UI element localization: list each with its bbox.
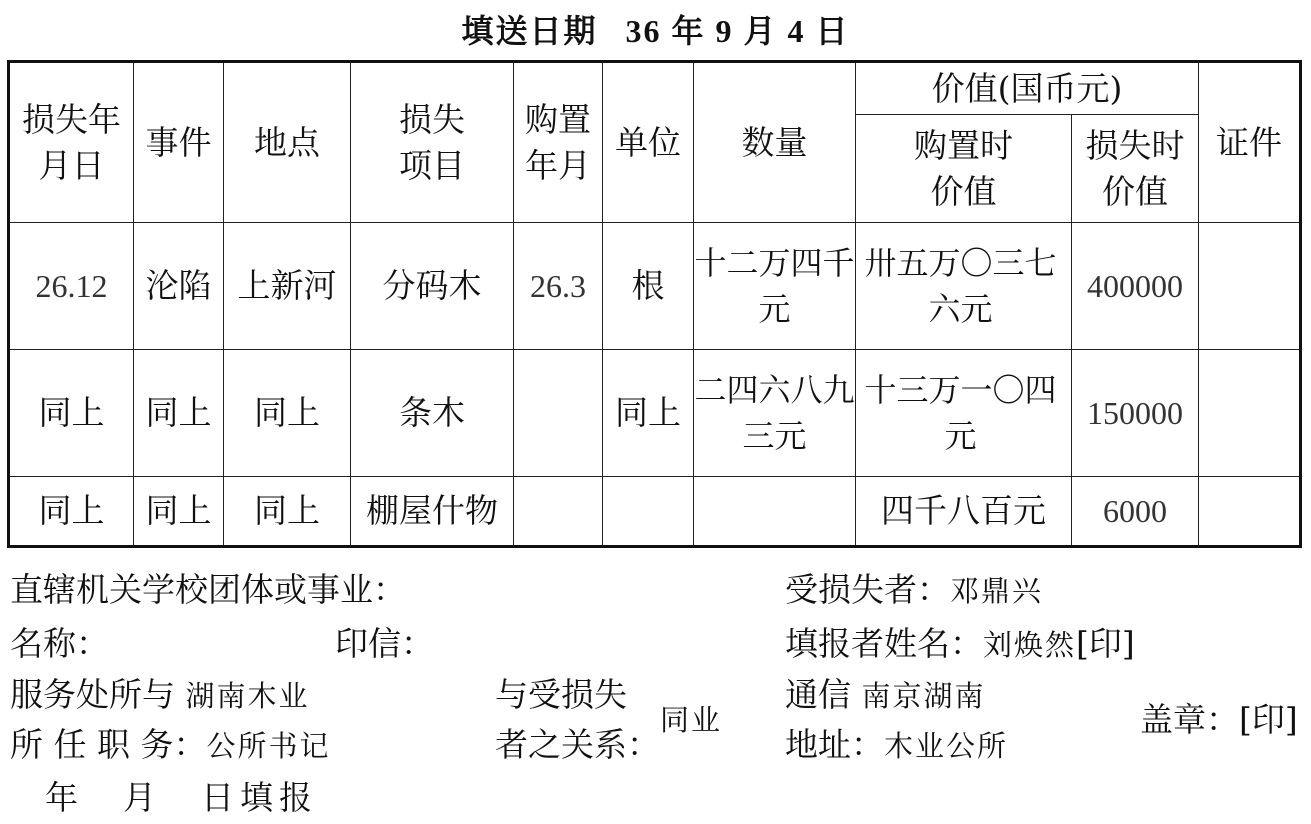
seal-label: 印信： (335, 624, 434, 663)
office-line-2 (10, 725, 331, 766)
header-value-group: 价值(国币元) (856, 62, 1199, 115)
cell-quantity (694, 477, 856, 547)
org-label: 直辖机关学校团体或事业： (10, 570, 406, 609)
address-line-1 (785, 675, 986, 716)
cell-quantity: 十二万四千元 (694, 223, 856, 350)
header-purchase-date: 购置年月 (514, 62, 603, 223)
table-row (9, 477, 1301, 547)
header-event: 事件 (134, 62, 224, 223)
address-label-2: 地址： (785, 725, 884, 764)
office-label-2: 所 任 职 务： (10, 725, 207, 764)
office-value-2: 公所书记 (206, 729, 331, 763)
cell-value-at-purchase: 十三万一〇四元 (856, 350, 1072, 477)
reporter-seal: [印] (1076, 624, 1135, 663)
name-label: 名称： (10, 624, 109, 663)
header-place: 地点 (224, 62, 351, 223)
header-quantity: 数量 (694, 62, 856, 223)
cell-quantity: 二四六八九三元 (694, 350, 856, 477)
table-row (9, 350, 1301, 477)
stamp-line (1140, 700, 1298, 740)
cell-place: 上新河 (224, 223, 351, 350)
address-value-2: 木业公所 (884, 729, 1009, 763)
cell-value-at-loss: 150000 (1072, 350, 1199, 477)
cell-proof (1199, 223, 1301, 350)
cell-unit: 同上 (603, 350, 694, 477)
cell-loss-date: 26.12 (9, 223, 134, 350)
cell-value-at-purchase: 四千八百元 (856, 477, 1072, 547)
cell-unit (603, 477, 694, 547)
cell-item: 棚屋什物 (351, 477, 514, 547)
table-row (9, 223, 1301, 350)
office-line-1 (10, 675, 310, 716)
header-loss-date: 损失年月日 (9, 62, 134, 223)
date-line: 年 月 日填报 (45, 778, 318, 817)
victim-label: 受损失者： (785, 570, 950, 609)
header-unit: 单位 (603, 62, 694, 223)
victim-value: 邓鼎兴 (950, 574, 1044, 608)
address-value-1: 南京湖南 (861, 679, 986, 713)
address-line-2 (785, 725, 1008, 766)
cell-unit: 根 (603, 223, 694, 350)
cell-purchase-date (514, 350, 603, 477)
cell-place: 同上 (224, 350, 351, 477)
cell-proof (1199, 477, 1301, 547)
header-value-at-loss: 损失时价值 (1072, 115, 1199, 223)
cell-loss-date: 同上 (9, 350, 134, 477)
cell-loss-date: 同上 (9, 477, 134, 547)
reporter-value: 刘焕然 (983, 628, 1077, 662)
cell-purchase-date: 26.3 (514, 223, 603, 350)
cell-item: 条木 (351, 350, 514, 477)
form-title (0, 6, 1311, 52)
relation-label-1: 与受损失 (495, 675, 627, 714)
cell-item: 分码木 (351, 223, 514, 350)
reporter-label: 填报者姓名： (785, 624, 983, 663)
cell-value-at-loss: 400000 (1072, 223, 1199, 350)
fill-date-value: 36 年 9 月 4 日 (625, 13, 850, 49)
office-label-1: 服务处所与 (10, 675, 175, 714)
loss-table (7, 60, 1302, 548)
cell-event: 同上 (134, 477, 224, 547)
cell-value-at-loss: 6000 (1072, 477, 1199, 547)
stamp-value: [印] (1239, 700, 1298, 739)
office-value-1: 湖南木业 (185, 679, 310, 713)
cell-purchase-date (514, 477, 603, 547)
address-label-1: 通信 (785, 675, 851, 714)
header-proof: 证件 (1199, 62, 1301, 223)
reporter-line (785, 624, 1135, 665)
cell-event: 沦陷 (134, 223, 224, 350)
cell-value-at-purchase: 卅五万〇三七六元 (856, 223, 1072, 350)
header-value-at-purchase: 购置时价值 (856, 115, 1072, 223)
cell-place: 同上 (224, 477, 351, 547)
relation-label-2: 者之关系： (495, 725, 660, 764)
stamp-label: 盖章： (1140, 700, 1239, 739)
relation-value: 同业 (660, 703, 723, 737)
fill-date-label: 填送日期 (461, 12, 598, 50)
header-item: 损失项目 (351, 62, 514, 223)
victim-line (785, 570, 1043, 611)
cell-event: 同上 (134, 350, 224, 477)
cell-proof (1199, 350, 1301, 477)
